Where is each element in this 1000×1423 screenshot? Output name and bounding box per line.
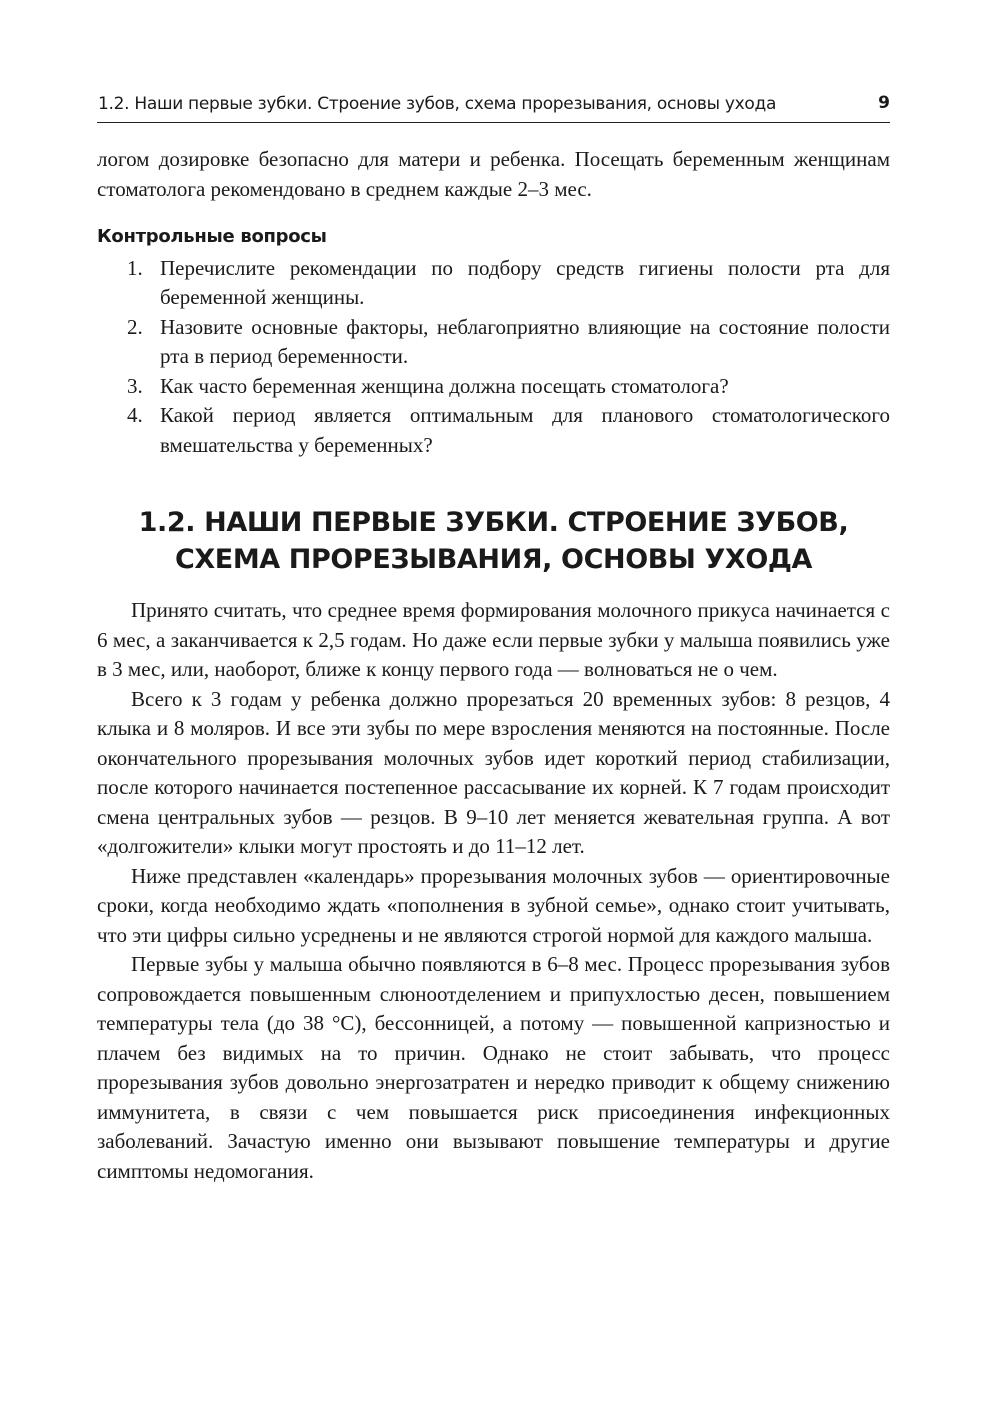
- body-paragraph: Первые зубы у малыша обычно появляются в 6–8 мес. Процесс прорезывания зубов сопровождается повышенным слюноотделением и припухлостью десен, повышением температуры тела (до 38 °С), бессонницей, а потому — повышенной капризностью и плачем без видимых на то причин. Однако не стоит забывать, что процесс прорезывания зубов довольно энергозатратен и нередко приводит к общему снижению иммунитета, в связи с чем повышается риск присоединения инфекционных заболеваний. Зачастую именно они вызывают повышение температуры и другие симптомы недомогания.: [97, 952, 890, 1183]
- list-item: [97, 401, 890, 460]
- list-item-number: 4.: [127, 403, 143, 427]
- list-item: [97, 313, 890, 372]
- list-item: [97, 372, 890, 402]
- control-questions-list: [97, 254, 890, 461]
- page-number: 9: [878, 93, 890, 113]
- section-heading: 1.2. НАШИ ПЕРВЫЕ ЗУБКИ. СТРОЕНИЕ ЗУБОВ, СХЕМА ПРОРЕЗЫВАНИЯ, ОСНОВЫ УХОДА: [138, 507, 849, 575]
- list-item-text: Как часто беременная женщина должна посещать стоматолога?: [160, 373, 729, 398]
- body-paragraph: Ниже представлен «календарь» прорезывания молочных зубов — ориентировочные сроки, когда необходимо ждать «пополнения в зубной семье», однако стоит учитывать, что эти цифры сильно усреднены и не являются строгой нормой для каждого малыша.: [97, 863, 890, 947]
- intro-paragraph: логом дозировке безопасно для матери и ребенка. Посещать беременным женщинам стоматолога рекомендовано в среднем каждые 2–3 мес.: [97, 147, 890, 201]
- page-body: [97, 145, 890, 1186]
- running-header: [97, 88, 890, 123]
- list-item-number: 1.: [127, 255, 143, 280]
- list-item: [97, 254, 890, 313]
- body-paragraph: Всего к 3 годам у ребенка должно прорезаться 20 временных зубов: 8 резцов, 4 клыка и 8 моляров. И все эти зубы по мере взросления меняются на постоянные. После окончательного прорезывания молочных зубов идет короткий период стабилизации, после которого начинается постепенное рассасывание их корней. К 7 годам происходит смена центральных зубов — резцов. В 9–10 лет меняется жевательная группа. А вот «долгожители» клыки могут простоять и до 11–12 лет.: [97, 686, 890, 858]
- list-item-text: Назовите основные факторы, неблагоприятно влияющие на состояние полости рта в период беременности.: [160, 314, 890, 368]
- list-item-text: Какой период является оптимальным для планового стоматологического вмешательства у беременных?: [160, 403, 890, 457]
- list-item-text: Перечислите рекомендации по подбору средств гигиены полости рта для беременной женщины.: [160, 255, 890, 309]
- list-item-number: 2.: [127, 314, 143, 339]
- running-title: 1.2. Наши первые зубки. Строение зубов, схема прорезывания, основы ухода: [98, 94, 777, 114]
- control-questions-title: Контрольные вопросы: [97, 226, 327, 247]
- body-paragraph: Принято считать, что среднее время формирования молочного прикуса начинается с 6 мес, а заканчивается к 2,5 годам. Но даже если первые зубки у малыша появились уже в 3 мес, или, наоборот, ближе к концу первого года — волноваться не о чем.: [97, 598, 890, 681]
- list-item-number: 3.: [127, 373, 143, 398]
